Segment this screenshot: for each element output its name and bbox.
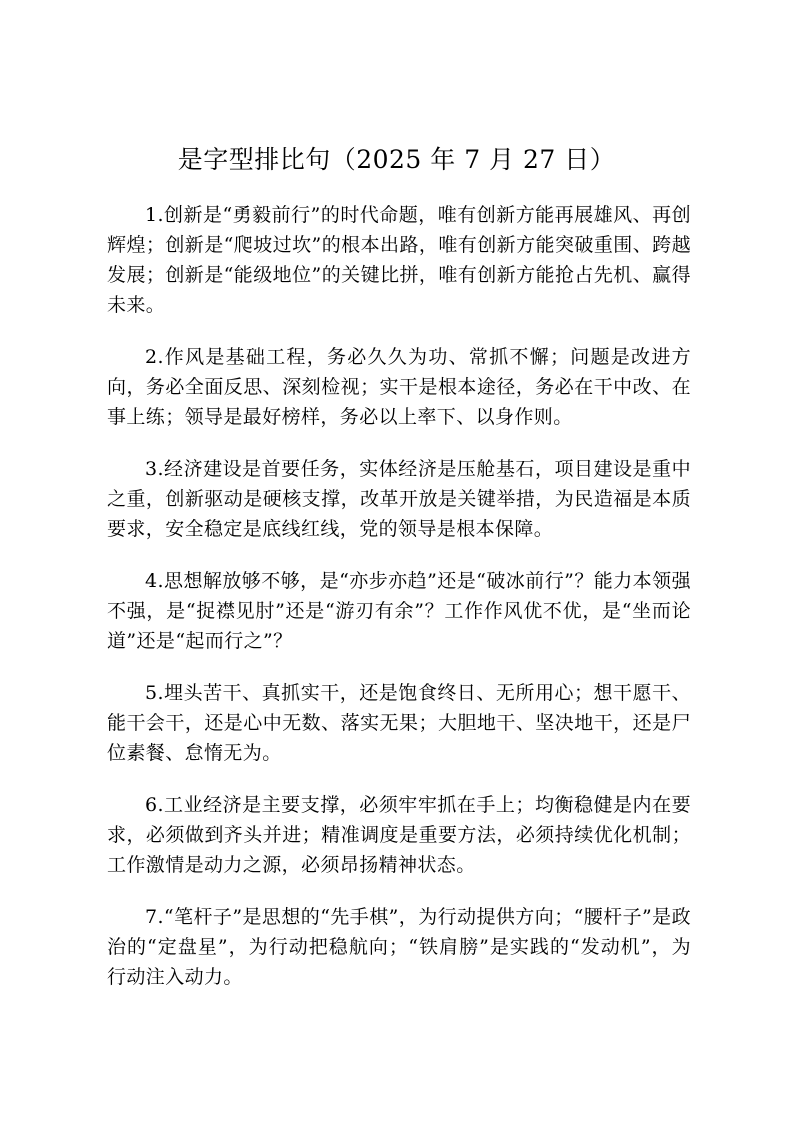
paragraph-5: 5.埋头苦干、真抓实干，还是饱食终日、无所用心；想干愿干、能干会干，还是心中无数、落实无果；大胆地干、坚决地干，还是尸位素餐、怠惰无为。 <box>107 682 691 764</box>
paragraph-6: 6.工业经济是主要支撑，必须牢牢抓在手上；均衡稳健是内在要求，必须做到齐头并进；精准调度是重要方法，必须持续优化机制；工作激情是动力之源，必须昂扬精神状态。 <box>107 794 691 876</box>
document-title: 是字型排比句（2025 年 7 月 27 日） <box>177 145 616 174</box>
paragraph-7: 7.“笔杆子”是思想的“先手棋”，为行动提供方向；“腰杆子”是政治的“定盘星”，为行动把稳航向；“铁肩膀”是实践的“发动机”，为行动注入动力。 <box>107 906 691 988</box>
paragraph-2: 2.作风是基础工程，务必久久为功、常抓不懈；问题是改进方向，务必全面反思、深刻检视；实干是根本途径，务必在干中改、在事上练；领导是最好榜样，务必以上率下、以身作则。 <box>107 346 691 428</box>
document-body <box>107 200 691 1014</box>
paragraph-4: 4.思想解放够不够，是“亦步亦趋”还是“破冰前行”？能力本领强不强，是“捉襟见肘”还是“游刃有余”？工作作风优不优，是“坐而论道”还是“起而行之”？ <box>107 570 691 652</box>
paragraph-1: 1.创新是“勇毅前行”的时代命题，唯有创新方能再展雄风、再创辉煌；创新是“爬坡过坎”的根本出路，唯有创新方能突破重围、跨越发展；创新是“能级地位”的关键比拼，唯有创新方能抢占先机、赢得未来。 <box>107 204 691 316</box>
paragraph-3: 3.经济建设是首要任务，实体经济是压舱基石，项目建设是重中之重，创新驱动是硬核支撑，改革开放是关键举措，为民造福是本质要求，安全稳定是底线红线，党的领导是根本保障。 <box>107 458 691 540</box>
